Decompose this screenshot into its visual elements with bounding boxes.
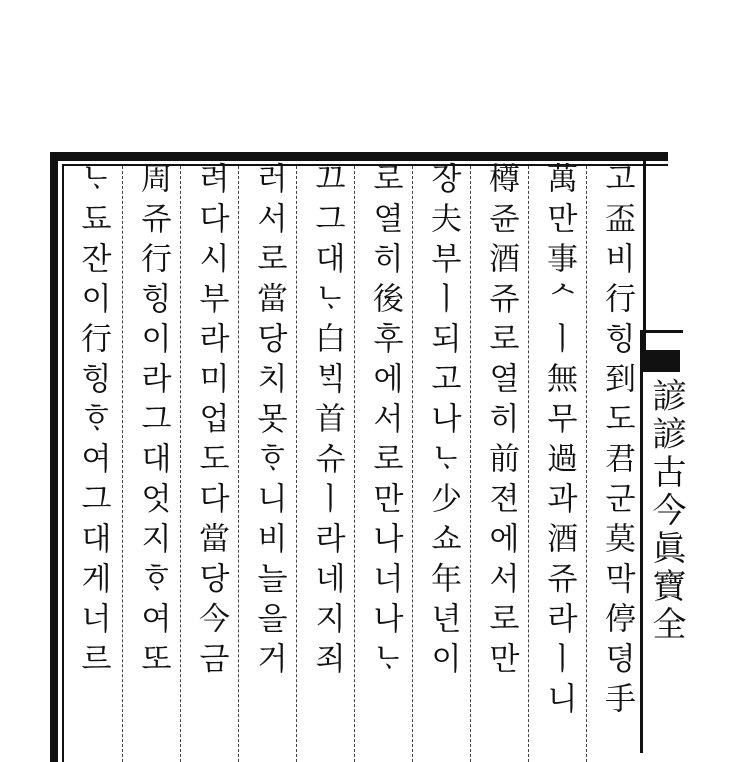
column-rule: [354, 166, 355, 762]
column-text: 로열히後후에서로만나너나ᄂᆞ: [367, 162, 403, 682]
column-text: 周쥬行힝이라그대엇지ᄒᆞ여또: [135, 162, 171, 682]
text-column-6: [300, 162, 354, 762]
column-rule: [238, 166, 239, 762]
text-column-10: [66, 162, 120, 762]
page-border-left: [50, 152, 58, 762]
text-column-5: [358, 162, 412, 762]
fore-edge-title: 諺諺古今眞寶全: [646, 378, 686, 644]
text-column-3: [474, 162, 528, 762]
column-rule: [470, 166, 471, 762]
text-column-8: [184, 162, 238, 762]
column-text: ᄂᆞ됴잔이行힝ᄒᆞ여그대게너르: [75, 162, 111, 682]
text-column-9: [126, 162, 180, 762]
book-page: [50, 152, 670, 762]
column-text: 려다시부라미업도다當당今금: [193, 162, 229, 682]
text-column-1: [590, 162, 644, 762]
column-rule: [586, 166, 587, 762]
text-column-2: [532, 162, 586, 762]
text-column-4: [416, 162, 470, 762]
column-rule: [412, 166, 413, 762]
column-text: 고盃비行힝到도君군莫막停뎡手: [599, 162, 635, 722]
column-text: 끄그대ᄂᆞ白ᄇᆡᆨ首슈ㅣ라네지죄: [309, 162, 345, 682]
fore-edge-bar: [643, 350, 680, 372]
text-column-7: [242, 162, 296, 762]
column-rule: [122, 166, 123, 762]
column-text: 러서로當당치못ᄒᆞ니비늘을거: [251, 162, 287, 682]
column-text: 장夫부ㅣ되고나ᄂᆞ少쇼年년이: [425, 162, 461, 682]
column-rule: [296, 166, 297, 762]
column-text: 樽쥰酒쥬로열히前젼에서로만: [483, 162, 519, 682]
page-border-top: [50, 152, 668, 161]
column-rule: [180, 166, 181, 762]
column-text: 萬만事ᄉㅣ無무過과酒쥬라ㅣ니: [541, 162, 577, 722]
page-border-left-inner: [62, 164, 64, 762]
column-rule: [528, 166, 529, 762]
